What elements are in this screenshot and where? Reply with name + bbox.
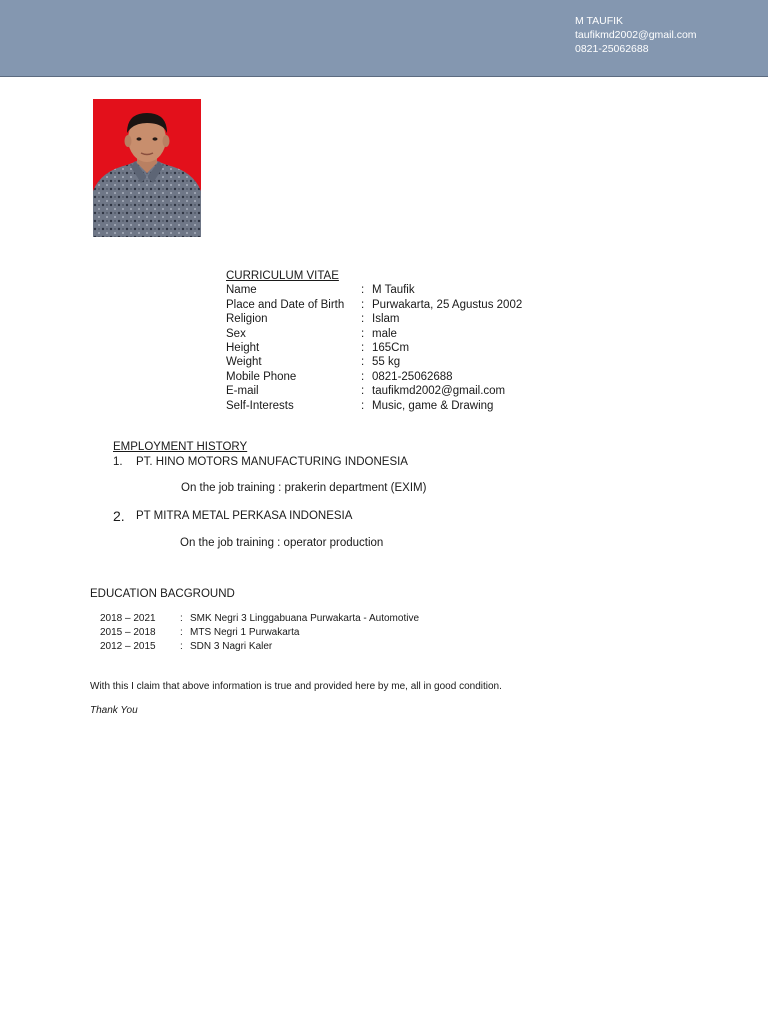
cv-separator: : xyxy=(361,298,365,311)
cv-label: Height xyxy=(226,341,260,354)
cv-row-weight xyxy=(226,355,401,369)
job-description: On the job training : operator production xyxy=(180,537,384,549)
education-school: MTS Negri 1 Purwakarta xyxy=(190,627,300,638)
education-years: 2015 – 2018 xyxy=(100,627,156,638)
header-name: M TAUFIK xyxy=(575,15,624,27)
cv-separator: : xyxy=(361,327,365,340)
header-phone: 0821-25062688 xyxy=(575,43,649,55)
job-company: PT. HINO MOTORS MANUFACTURING INDONESIA xyxy=(136,456,408,468)
job-description: On the job training : prakerin department (EXIM) xyxy=(181,482,427,494)
claim-statement: With this I claim that above information is true and provided here by me, all in good condition. xyxy=(90,681,502,692)
cv-value: Music, game & Drawing xyxy=(372,399,494,412)
cv-details xyxy=(226,269,523,413)
cv-value: Purwakarta, 25 Agustus 2002 xyxy=(372,298,523,311)
cv-label: Mobile Phone xyxy=(226,370,297,383)
cv-value: 55 kg xyxy=(372,356,401,369)
education-separator: : xyxy=(180,627,183,638)
cv-value: Islam xyxy=(372,313,400,326)
education-separator: : xyxy=(180,613,183,624)
cv-label: Religion xyxy=(226,313,268,326)
cv-value: male xyxy=(372,327,397,340)
cv-row-birth xyxy=(226,298,523,312)
cv-value: M Taufik xyxy=(372,284,415,297)
employment-title: EMPLOYMENT HISTORY xyxy=(113,441,248,453)
profile-photo xyxy=(93,99,201,237)
education-separator: : xyxy=(180,641,183,652)
cv-separator: : xyxy=(361,341,365,354)
education-years: 2012 – 2015 xyxy=(100,641,156,652)
education-title: EDUCATION BACGROUND xyxy=(90,588,235,600)
header-contact xyxy=(575,14,697,56)
cv-label: E-mail xyxy=(226,385,259,398)
cv-separator: : xyxy=(361,399,365,412)
header-band xyxy=(0,0,768,77)
cv-row-name xyxy=(226,283,415,297)
cv-value: 165Cm xyxy=(372,341,410,354)
cv-row-sex xyxy=(226,327,397,341)
cv-value: 0821-25062688 xyxy=(372,370,453,383)
cv-label: Weight xyxy=(226,356,262,369)
education-school: SDN 3 Nagri Kaler xyxy=(190,641,273,652)
cv-value: taufikmd2002@gmail.com xyxy=(372,385,506,398)
cv-separator: : xyxy=(361,356,365,369)
cv-label: Self-Interests xyxy=(226,399,294,412)
cv-row-height xyxy=(226,341,410,355)
thank-you-note: Thank You xyxy=(90,705,138,716)
job-company: PT MITRA METAL PERKASA INDONESIA xyxy=(136,510,353,522)
education-school: SMK Negri 3 Linggabuana Purwakarta - Automotive xyxy=(190,613,420,624)
header-email: taufikmd2002@gmail.com xyxy=(575,29,697,41)
cv-title: CURRICULUM VITAE xyxy=(226,270,339,282)
education-years: 2018 – 2021 xyxy=(100,613,156,624)
cv-label: Place and Date of Birth xyxy=(226,298,345,311)
cv-label: Name xyxy=(226,284,257,297)
cv-row-mobile xyxy=(226,370,453,384)
cv-label: Sex xyxy=(226,327,246,340)
cv-row-religion xyxy=(226,312,400,326)
cv-separator: : xyxy=(361,313,365,326)
cv-separator: : xyxy=(361,385,365,398)
job-number: 2. xyxy=(113,508,125,524)
cv-row-interests xyxy=(226,399,494,413)
job-number: 1. xyxy=(113,456,123,468)
cv-row-email xyxy=(226,384,506,398)
cv-separator: : xyxy=(361,284,365,297)
cv-separator: : xyxy=(361,370,365,383)
